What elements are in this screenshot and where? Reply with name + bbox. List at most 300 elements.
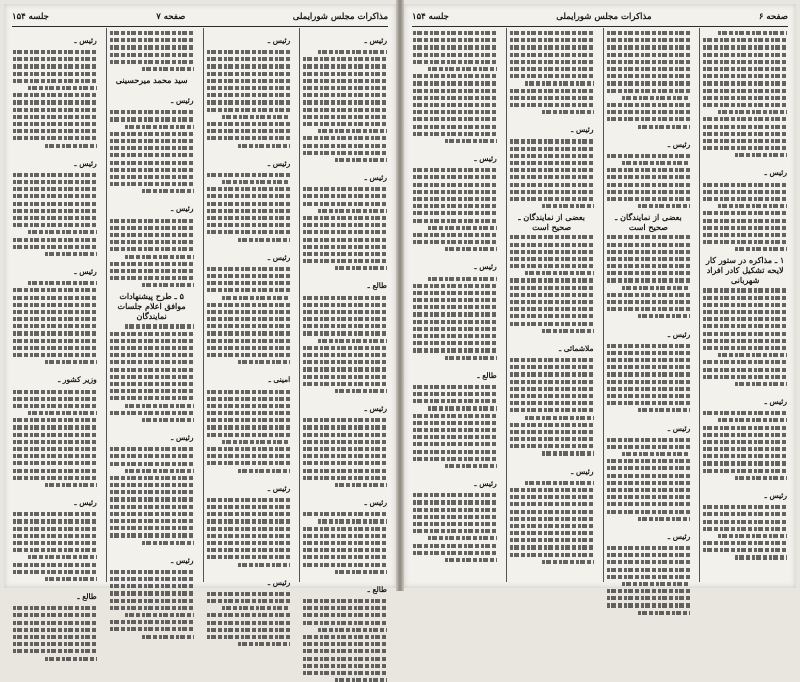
text-line xyxy=(445,247,497,251)
text-line xyxy=(413,284,497,288)
text-line xyxy=(413,442,497,446)
text-line xyxy=(703,433,787,437)
text-line xyxy=(207,86,291,90)
text-line xyxy=(510,154,594,158)
paragraph xyxy=(303,273,387,393)
paragraph xyxy=(510,117,594,208)
text-line xyxy=(207,498,291,502)
text-line xyxy=(207,346,291,350)
text-line xyxy=(13,72,97,76)
text-line xyxy=(735,555,787,559)
text-line xyxy=(110,627,194,631)
text-line xyxy=(110,497,194,501)
left-page xyxy=(4,4,396,602)
text-line xyxy=(703,103,787,107)
text-line xyxy=(510,553,594,557)
text-line xyxy=(510,103,594,107)
text-line xyxy=(207,613,291,617)
text-line xyxy=(13,447,97,451)
text-line xyxy=(110,168,194,172)
text-line xyxy=(413,305,497,309)
text-line xyxy=(413,89,497,93)
text-line xyxy=(510,387,594,391)
paragraph xyxy=(207,476,291,567)
text-line xyxy=(110,332,194,336)
text-line xyxy=(13,353,97,357)
text-line xyxy=(110,339,194,343)
text-line xyxy=(413,298,497,302)
text-line xyxy=(13,418,97,422)
text-line xyxy=(207,173,291,177)
right-page xyxy=(404,4,796,588)
text-line xyxy=(703,317,787,321)
text-line xyxy=(303,599,387,603)
paragraph xyxy=(413,31,497,143)
text-line xyxy=(125,255,194,259)
text-line xyxy=(45,577,97,581)
text-line xyxy=(703,288,787,292)
text-line xyxy=(525,271,594,275)
text-line xyxy=(110,182,194,186)
text-line xyxy=(207,339,291,343)
text-line xyxy=(510,190,594,194)
text-line xyxy=(735,247,787,251)
speaker-name: رئیس ـ xyxy=(267,483,291,493)
right-page-columns xyxy=(410,28,790,582)
text-line xyxy=(13,454,97,458)
paragraph xyxy=(303,396,387,487)
text-line xyxy=(207,303,291,307)
text-line xyxy=(13,469,97,473)
speaker-name: طالع ـ xyxy=(77,592,97,602)
text-line xyxy=(13,649,97,653)
text-line xyxy=(303,440,387,444)
text-line xyxy=(238,238,290,242)
text-line xyxy=(13,122,97,126)
text-line xyxy=(303,671,387,675)
text-line xyxy=(607,81,691,85)
paragraph xyxy=(510,459,594,564)
text-line xyxy=(110,368,194,372)
text-line xyxy=(335,570,387,574)
right-header-left: جلسه ۱۵۴ xyxy=(412,12,449,22)
text-line xyxy=(413,500,497,504)
text-line xyxy=(445,558,497,562)
text-line xyxy=(607,154,691,158)
speaker-name: امینی ـ xyxy=(268,375,291,385)
text-line xyxy=(607,307,691,311)
text-line xyxy=(607,438,691,442)
text-line xyxy=(207,404,291,408)
text-line xyxy=(542,560,594,564)
speaker-name: طالع ـ xyxy=(367,281,387,291)
speaker-name: رئیس ـ xyxy=(571,466,594,476)
text-line xyxy=(303,245,387,249)
text-line xyxy=(303,216,387,220)
speaker-name: رئیس ـ xyxy=(74,158,97,168)
paragraph xyxy=(13,28,97,148)
text-line xyxy=(303,100,387,104)
section-heading: ۱ ـ مذاکره در ستور کار لایحه تشکیل کادر افراد شهربانی xyxy=(705,255,785,286)
text-line xyxy=(303,541,387,545)
text-line xyxy=(703,454,787,458)
text-line xyxy=(703,296,787,300)
paragraph xyxy=(303,165,387,270)
text-line xyxy=(13,57,97,61)
text-line xyxy=(238,563,290,567)
text-line xyxy=(110,620,194,624)
text-line xyxy=(207,447,291,451)
text-line xyxy=(207,281,291,285)
text-line xyxy=(110,396,194,400)
text-line xyxy=(510,45,594,49)
text-line xyxy=(413,312,497,316)
text-line xyxy=(13,64,97,68)
text-line xyxy=(207,216,291,220)
speaker-name: رئیس ـ xyxy=(74,36,97,45)
speaker-name: رئیس ـ xyxy=(764,168,787,178)
text-line xyxy=(207,425,291,429)
text-line xyxy=(510,495,594,499)
text-line xyxy=(703,332,787,336)
text-line xyxy=(703,240,787,244)
text-line xyxy=(13,570,97,574)
speaker-name: رئیس ـ xyxy=(667,531,691,541)
text-line xyxy=(222,606,291,610)
text-line xyxy=(703,375,787,379)
text-line xyxy=(13,223,97,227)
text-line xyxy=(13,541,97,545)
text-line xyxy=(413,435,497,439)
text-line xyxy=(413,385,497,389)
text-line xyxy=(413,421,497,425)
text-line xyxy=(303,642,387,646)
text-line xyxy=(413,320,497,324)
text-line xyxy=(607,380,691,384)
text-line xyxy=(510,300,594,304)
text-line xyxy=(703,411,787,415)
text-line xyxy=(510,139,594,143)
text-line xyxy=(510,147,594,151)
paragraph xyxy=(413,146,497,251)
text-line xyxy=(142,541,194,545)
text-line xyxy=(207,621,291,625)
text-line xyxy=(703,512,787,516)
text-line xyxy=(110,233,194,237)
text-line xyxy=(607,271,691,275)
text-line xyxy=(607,568,691,572)
text-line xyxy=(207,129,291,133)
text-line xyxy=(13,628,97,632)
text-line xyxy=(207,599,291,603)
text-line xyxy=(607,603,691,607)
text-line xyxy=(510,31,594,35)
text-line xyxy=(45,483,97,487)
speaker-name: رئیس ـ xyxy=(267,252,291,262)
text-line xyxy=(607,67,691,71)
text-line xyxy=(445,356,497,360)
text-line xyxy=(335,266,387,270)
text-line xyxy=(110,269,194,273)
text-line xyxy=(718,31,787,35)
paragraph xyxy=(110,31,194,71)
text-line xyxy=(207,136,291,140)
text-line xyxy=(718,204,787,208)
text-line xyxy=(303,367,387,371)
text-line xyxy=(718,418,787,422)
text-line xyxy=(413,341,497,345)
text-line xyxy=(207,310,291,314)
speaker-name: رئیس ـ xyxy=(267,577,291,587)
speaker-name: رئیس ـ xyxy=(267,158,291,168)
text-line xyxy=(607,190,691,194)
text-line xyxy=(607,546,691,550)
speaker-name: رئیس ـ xyxy=(267,36,291,45)
text-line xyxy=(413,110,497,114)
text-line xyxy=(510,545,594,549)
text-line xyxy=(703,96,787,100)
text-line xyxy=(28,86,97,90)
text-line xyxy=(510,161,594,165)
text-line xyxy=(413,96,497,100)
text-line xyxy=(607,235,691,239)
text-line xyxy=(13,563,97,567)
text-line xyxy=(207,527,291,531)
text-line xyxy=(703,360,787,364)
text-line xyxy=(607,264,691,268)
text-line xyxy=(13,433,97,437)
text-line xyxy=(638,125,690,129)
text-line xyxy=(28,230,97,234)
text-line xyxy=(607,596,691,600)
text-line xyxy=(510,430,594,434)
right-page-header xyxy=(412,10,788,27)
text-line xyxy=(703,368,787,372)
text-line xyxy=(510,524,594,528)
text-line xyxy=(335,158,387,162)
text-line xyxy=(335,483,387,487)
paragraph xyxy=(607,132,691,209)
text-line xyxy=(303,548,387,552)
text-line xyxy=(303,144,387,148)
text-line xyxy=(510,197,594,201)
text-line xyxy=(303,317,387,321)
text-line xyxy=(303,527,387,531)
text-line xyxy=(45,657,97,661)
text-line xyxy=(303,353,387,357)
text-line xyxy=(510,401,594,405)
text-line xyxy=(607,250,691,254)
paragraph xyxy=(303,577,387,682)
text-line xyxy=(718,110,787,114)
text-line xyxy=(413,45,497,49)
text-line xyxy=(445,464,497,468)
text-line xyxy=(622,582,691,586)
text-line xyxy=(318,339,387,343)
text-line xyxy=(303,324,387,328)
text-line xyxy=(607,474,691,478)
text-line xyxy=(510,372,594,376)
text-line xyxy=(703,548,787,552)
paragraph xyxy=(413,254,497,359)
text-line xyxy=(13,93,97,97)
paragraph xyxy=(510,336,594,456)
text-line xyxy=(303,108,387,112)
text-line xyxy=(510,423,594,427)
text-line xyxy=(638,408,690,412)
text-line xyxy=(607,387,691,391)
text-line xyxy=(510,257,594,261)
text-line xyxy=(445,139,497,143)
text-line xyxy=(28,281,97,285)
text-line xyxy=(413,522,497,526)
text-line xyxy=(13,173,97,177)
text-line xyxy=(413,428,497,432)
text-line xyxy=(703,125,787,129)
text-line xyxy=(303,512,387,516)
text-line xyxy=(510,74,594,78)
text-line xyxy=(110,110,194,114)
text-line xyxy=(110,175,194,179)
text-line xyxy=(207,512,291,516)
text-line xyxy=(110,132,194,136)
text-line xyxy=(207,331,291,335)
text-line xyxy=(607,502,691,506)
text-line xyxy=(13,129,97,133)
paragraph xyxy=(703,288,787,386)
paragraph xyxy=(207,28,291,148)
text-line xyxy=(335,678,387,682)
text-line xyxy=(110,146,194,150)
paragraph xyxy=(207,367,291,472)
text-line xyxy=(510,168,594,172)
text-line xyxy=(110,382,194,386)
text-line xyxy=(303,454,387,458)
text-line xyxy=(703,426,787,430)
paragraph xyxy=(703,160,787,251)
text-line xyxy=(607,495,691,499)
text-line xyxy=(207,267,291,271)
speaker-name: طالع ـ xyxy=(477,370,497,380)
text-line xyxy=(110,483,194,487)
text-line xyxy=(13,194,97,198)
speaker-name: رئیس ـ xyxy=(764,491,787,501)
text-line xyxy=(413,117,497,121)
left-header-center: صفحه ۷ xyxy=(156,12,186,22)
speaker-name: رئیس ـ xyxy=(171,204,194,214)
speaker-name: رئیس ـ xyxy=(364,498,387,508)
text-line xyxy=(607,278,691,282)
paragraph xyxy=(207,570,291,647)
text-line xyxy=(703,310,787,314)
text-line xyxy=(703,233,787,237)
paragraph xyxy=(110,196,194,287)
text-line xyxy=(110,117,194,121)
text-line xyxy=(110,447,194,451)
text-line xyxy=(13,288,97,292)
text-line xyxy=(413,240,497,244)
text-line xyxy=(510,38,594,42)
text-line xyxy=(13,339,97,343)
text-line xyxy=(607,197,691,201)
text-line xyxy=(13,202,97,206)
text-line xyxy=(207,64,291,68)
text-line xyxy=(638,517,690,521)
text-line xyxy=(238,144,290,148)
text-line xyxy=(703,89,787,93)
text-line xyxy=(413,197,497,201)
text-line xyxy=(318,50,387,54)
text-line xyxy=(110,375,194,379)
text-line xyxy=(703,461,787,465)
text-line xyxy=(207,57,291,61)
text-line xyxy=(510,365,594,369)
text-line xyxy=(110,512,194,516)
text-line xyxy=(718,353,787,357)
text-column xyxy=(203,28,294,587)
paragraph xyxy=(703,389,787,480)
text-line xyxy=(13,461,97,465)
text-line xyxy=(222,296,291,300)
text-line xyxy=(13,108,97,112)
text-line xyxy=(413,103,497,107)
text-line xyxy=(413,38,497,42)
paragraph xyxy=(607,524,691,615)
text-line xyxy=(607,553,691,557)
text-line xyxy=(110,490,194,494)
text-line xyxy=(207,108,291,112)
text-line xyxy=(207,288,291,292)
text-line xyxy=(607,168,691,172)
text-line xyxy=(510,96,594,100)
text-line xyxy=(13,79,97,83)
text-line xyxy=(207,519,291,523)
text-line xyxy=(413,219,497,223)
text-line xyxy=(222,115,291,119)
text-line xyxy=(638,204,690,208)
text-line xyxy=(303,657,387,661)
speaker-name: رئیس ـ xyxy=(171,433,194,443)
text-line xyxy=(510,437,594,441)
text-line xyxy=(607,38,691,42)
text-line xyxy=(413,493,497,497)
text-line xyxy=(703,139,787,143)
text-line xyxy=(607,365,691,369)
text-line xyxy=(510,235,594,239)
text-line xyxy=(428,277,497,281)
text-line xyxy=(525,481,594,485)
speaker-name: رئیس ـ xyxy=(474,154,497,164)
text-line xyxy=(45,144,97,148)
text-line xyxy=(13,440,97,444)
text-line xyxy=(13,115,97,119)
text-line xyxy=(110,60,194,64)
text-line xyxy=(110,31,194,35)
speaker-name: طالع ـ xyxy=(367,584,387,594)
text-line xyxy=(607,31,691,35)
speaker-name: رئیس ـ xyxy=(171,96,194,106)
text-line xyxy=(13,100,97,104)
speaker-name: رئیس ـ xyxy=(364,404,387,414)
text-line xyxy=(110,570,194,574)
text-line xyxy=(303,230,387,234)
text-line xyxy=(303,187,387,191)
paragraph xyxy=(13,367,97,487)
text-line xyxy=(413,327,497,331)
text-line xyxy=(110,454,194,458)
speaker-name: وزیر کشور ـ xyxy=(58,375,97,385)
text-line xyxy=(607,257,691,261)
